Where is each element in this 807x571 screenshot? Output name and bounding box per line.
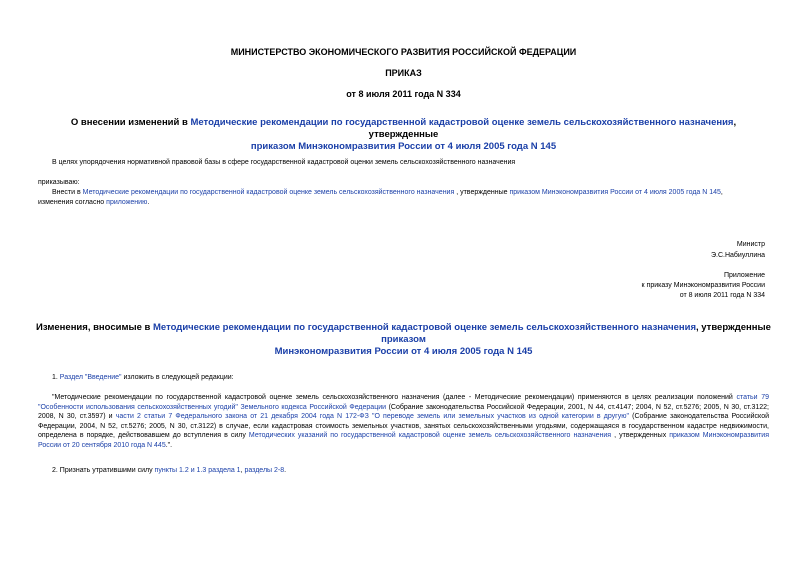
title-middle: , утвержденные	[368, 117, 737, 140]
doc-date-number: от 8 июля 2011 года N 334	[346, 89, 461, 99]
item-2-sep: ,	[240, 467, 245, 474]
signature-name: Э.С.Набиуллина	[710, 252, 765, 259]
appendix-line2: к приказу Минэкономразвития России	[641, 282, 765, 289]
changes-title-prefix: Изменения, вносимые в	[36, 322, 154, 333]
title-prefix: О внесении изменений в	[70, 117, 191, 128]
quote-part-4: , утвержденных	[611, 432, 670, 440]
appendix-line1: Приложение	[723, 272, 765, 279]
quote-part-3: (Собрание законодательства Российской Федерации, 2004, N 52, ст.5276; 2005, N 30, ст.3122) в случае, если кадастровая стоимость земельных участков, занятых сельскохозяйственными угодьями, содержащаяся в государственном кадастре недвижимости, определена в порядке, действовавшем до вступления в силу	[38, 413, 769, 440]
changes-title-link-methodology[interactable]: Методические рекомендации по государственной кадастровой оценке земель сельскохозяйственного назначения	[153, 322, 696, 333]
quote-part-5: .".	[165, 441, 173, 449]
quote-link-federal-law-172[interactable]: части 2 статьи 7 Федерального закона от 21 декабря 2004 года N 172-ФЗ "О переводе земель или земельных участков из одной категории в другую"	[115, 413, 629, 421]
quote-link-order-445[interactable]: приказом Минэкономразвития России от 20 сентября 2010 года N 445	[38, 432, 769, 449]
changes-title-link-order-b[interactable]: Минэкономразвития России от 4 июля 2005 года N 145	[274, 346, 533, 357]
changes-title-link-order-a[interactable]: приказом	[381, 334, 426, 345]
signature-position: Министр	[736, 241, 765, 248]
preamble: В целях упорядочения нормативной правовой базы в сфере государственной кадастровой оценки земель сельскохозяйственного назначения	[52, 159, 516, 166]
order-end: .	[147, 198, 150, 206]
item-2	[52, 466, 286, 476]
title-link-order-145[interactable]: приказом Минэкономразвития России от 4 июля 2005 года N 145	[250, 141, 557, 152]
prikazyvayu: приказываю:	[38, 179, 80, 186]
changes-title-middle: , утвержденные	[696, 322, 771, 333]
quoted-introduction	[38, 393, 769, 451]
order-line2: изменения согласно	[38, 198, 107, 206]
item-1-num: 1.	[52, 374, 60, 381]
item-1-link-section[interactable]: Раздел "Введение"	[59, 374, 122, 381]
appendix-line3: от 8 июля 2011 года N 334	[679, 292, 765, 299]
order-intro: Внести в	[52, 189, 83, 196]
ministry-name: МИНИСТЕРСТВО ЭКОНОМИЧЕСКОГО РАЗВИТИЯ РОССИЙСКОЙ ФЕДЕРАЦИИ	[230, 47, 577, 57]
quote-link-land-code[interactable]: "Особенности использования сельскохозяйственных угодий" Земельного кодекса Российской Федерации	[38, 403, 387, 411]
order-mid: , утвержденные	[454, 189, 510, 196]
title-link-methodology[interactable]: Методические рекомендации по государственной кадастровой оценке земель сельскохозяйственного назначения	[190, 117, 734, 128]
item-2-link-points[interactable]: пункты 1.2 и 1.3 раздела 1	[154, 467, 241, 474]
quote-part-1: "Методические рекомендации по государственной кадастровой оценке земель сельскохозяйственного назначения (далее - Методические рекомендации) применяются в целях реализации положений	[52, 394, 737, 401]
item-2-link-sections[interactable]: разделы 2-8	[244, 467, 285, 474]
quote-link-article-79[interactable]: статьи 79	[736, 394, 769, 401]
item-2-text: 2. Признать утратившими силу	[52, 467, 155, 474]
quote-part-2: (Собрание законодательства Российской Федерации, 2001, N 44, ст.4147; 2004, N 52, ст.5276; 2005, N 30, ст.3122; 2008, N 30, ст.3597) и	[38, 403, 769, 421]
order-link-methodology[interactable]: Методические рекомендации по государственной кадастровой оценке земель сельскохозяйственного назначения	[82, 189, 455, 196]
order-text	[38, 188, 766, 207]
changes-title	[0, 322, 807, 358]
doc-type: ПРИКАЗ	[385, 68, 422, 78]
order-link-appendix[interactable]: приложению	[106, 198, 148, 206]
item-1	[52, 373, 234, 383]
order-tail: ,	[720, 189, 723, 196]
item-1-text: изложить в следующей редакции:	[121, 374, 234, 381]
item-2-end: .	[284, 467, 287, 474]
page-title	[0, 117, 807, 153]
order-link-order-145[interactable]: приказом Минэкономразвития России от 4 июля 2005 года N 145	[509, 189, 721, 196]
quote-link-method-guidelines[interactable]: Методических указаний по государственной кадастровой оценке земель сельскохозяйственного назначения	[248, 432, 612, 440]
